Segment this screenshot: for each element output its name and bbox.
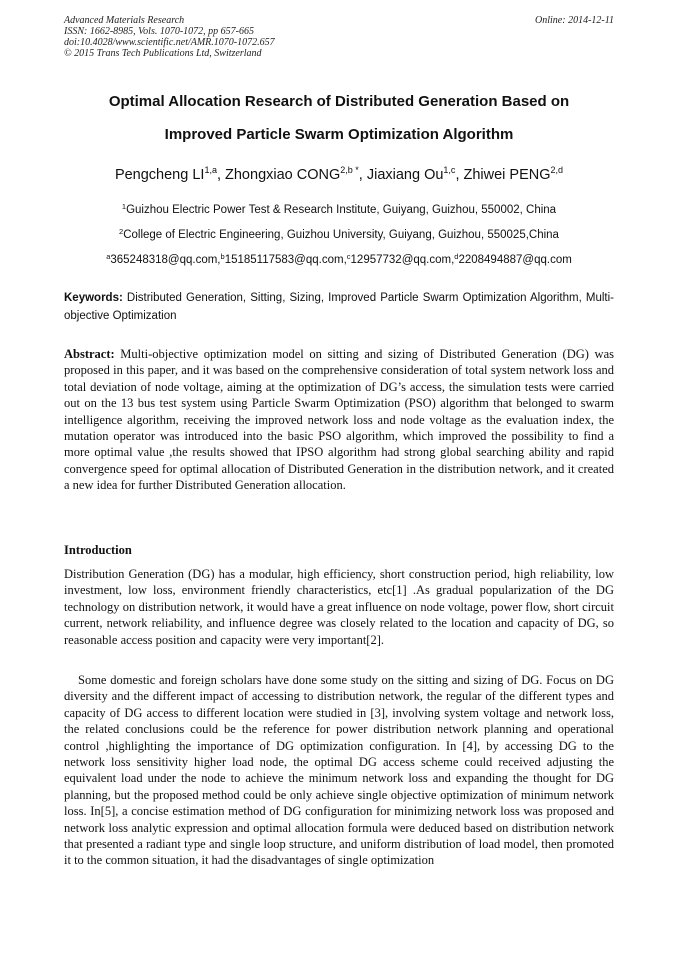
paper-title-line-1: Optimal Allocation Research of Distributed Generation Based on	[108, 93, 570, 110]
email-mark: a	[106, 252, 111, 261]
author-3	[367, 167, 464, 183]
author-separator: ,	[216, 167, 226, 183]
author-separator: ,	[358, 167, 367, 183]
author-list	[20, 166, 658, 184]
doi-line: doi:10.4028/www.scientific.net/AMR.1070-1072.657	[64, 37, 275, 48]
keywords-block	[64, 290, 614, 325]
online-date: Online: 2014-12-11	[535, 15, 614, 26]
author-name: Zhongxiao CONG	[225, 167, 341, 183]
affiliation-1	[20, 203, 658, 217]
email-address[interactable]: 12957732@qq.com,	[350, 254, 455, 266]
author-name: Zhiwei PENG	[463, 167, 551, 183]
author-affil-mark: 2,d	[550, 165, 564, 175]
abstract-block	[64, 346, 614, 494]
journal-header	[64, 15, 275, 59]
author-separator: ,	[455, 167, 464, 183]
email-mark: c	[346, 252, 351, 261]
email-list	[20, 253, 658, 267]
author-name: Pengcheng LI	[114, 167, 205, 183]
email-mark: b	[220, 252, 225, 261]
copyright-line: © 2015 Trans Tech Publications Ltd, Switzerland	[64, 48, 262, 59]
affiliation-number: 2	[119, 227, 124, 236]
author-affil-mark: 1,a	[204, 165, 217, 175]
email-mark: d	[454, 252, 459, 261]
author-affil-mark: 1,c	[443, 165, 456, 175]
abstract-label: Abstract:	[64, 347, 115, 361]
introduction-paragraph-2: Some domestic and foreign scholars have done some study on the sitting and sizing of DG. Focus on DG diversity and the different impact of accessing to distribution network, the regular of the different types and capacity of DG access to different location were studied in [3], involving system voltage and network loss, the related conclusions could be the reference for power distribution network planning and operational control ,highlighting the importance of DG optimization configuration. In [4], by accessing DG to the network loss sensitivity higher load node, the optimal DG access scheme could received adjusting the equivalent load under the node to achieve the minimum network loss and expanding the thought for DG planning, but the proposed method could be only achieve single objective optimization of minimum network loss. In[5], a concise estimation method of DG configuration for minimizing network loss was proposed and network loss analytic expression and optimal allocation formula were deduced based on distribution network that presented a radiant type and single loop structure, and uniform distribution of load model, then promoted it to the common situation, it had the disadvantages of single optimization	[64, 673, 614, 868]
author-2	[225, 167, 367, 183]
affiliation-number: 1	[121, 202, 127, 211]
affiliation-text: College of Electric Engineering, Guizhou University, Guiyang, Guizhou, 550025,China	[123, 229, 559, 241]
email-address[interactable]: 365248318@qq.com,	[110, 254, 221, 266]
abstract-text: Multi-objective optimization model on sitting and sizing of Distributed Generation (DG) was proposed in this paper, and it was based on the comprehensive consideration of total system network loss and total deviation of node voltage, aiming at the optimization of DG’s access, the simulation tests were carried out on the 13 bus test system using Particle Swarm Optimization (PSO) algorithm that belonged to swarm intelligence algorithm, receiving the improved network loss and node voltage as the evaluation index, the mutation operator was introduced into the basic PSO algorithm, which improved the possibility to find a more optimal value ,the results showed that IPSO algorithm had strong global searching ability and rapid convergence speed for optimal allocation of Distributed Generation in the distribution network, and it created a new idea for further Distributed Generation allocation.	[64, 347, 614, 493]
affiliation-text: Guizhou Electric Power Test & Research Institute, Guiyang, Guizhou, 550002, China	[126, 204, 557, 216]
affiliation-2	[20, 228, 658, 242]
paper-title-line-2: Improved Particle Swarm Optimization Algorithm	[164, 126, 514, 143]
journal-name: Advanced Materials Research	[64, 15, 185, 26]
email-address[interactable]: 15185117583@qq.com,	[224, 254, 347, 266]
keywords-label: Keywords:	[64, 292, 123, 304]
author-affil-mark: 2,b *	[340, 165, 359, 175]
issn-line: ISSN: 1662-8985, Vols. 1070-1072, pp 657-665	[64, 26, 254, 37]
introduction-heading: Introduction	[64, 543, 132, 557]
author-1	[115, 167, 225, 183]
introduction-paragraph-1: Distribution Generation (DG) has a modular, high efficiency, short construction period, high reliability, low investment, low loss, environment friendly characteristics, etc[1] .As gradual popularization of the DG technology on distribution network, it would have a great influence on node voltage, power flow, short circuit current, network reliability, and influence degree was closely related to the location and capacity of DG, so reasonable access position and capacity were very important[2].	[64, 567, 614, 647]
email-address[interactable]: 2208494887@qq.com	[458, 254, 572, 266]
keywords-text: Distributed Generation, Sitting, Sizing, Improved Particle Swarm Optimization Algorithm, Multi-objective Optimization	[64, 292, 614, 322]
author-name: Jiaxiang Ou	[366, 167, 444, 183]
author-4	[464, 167, 564, 183]
